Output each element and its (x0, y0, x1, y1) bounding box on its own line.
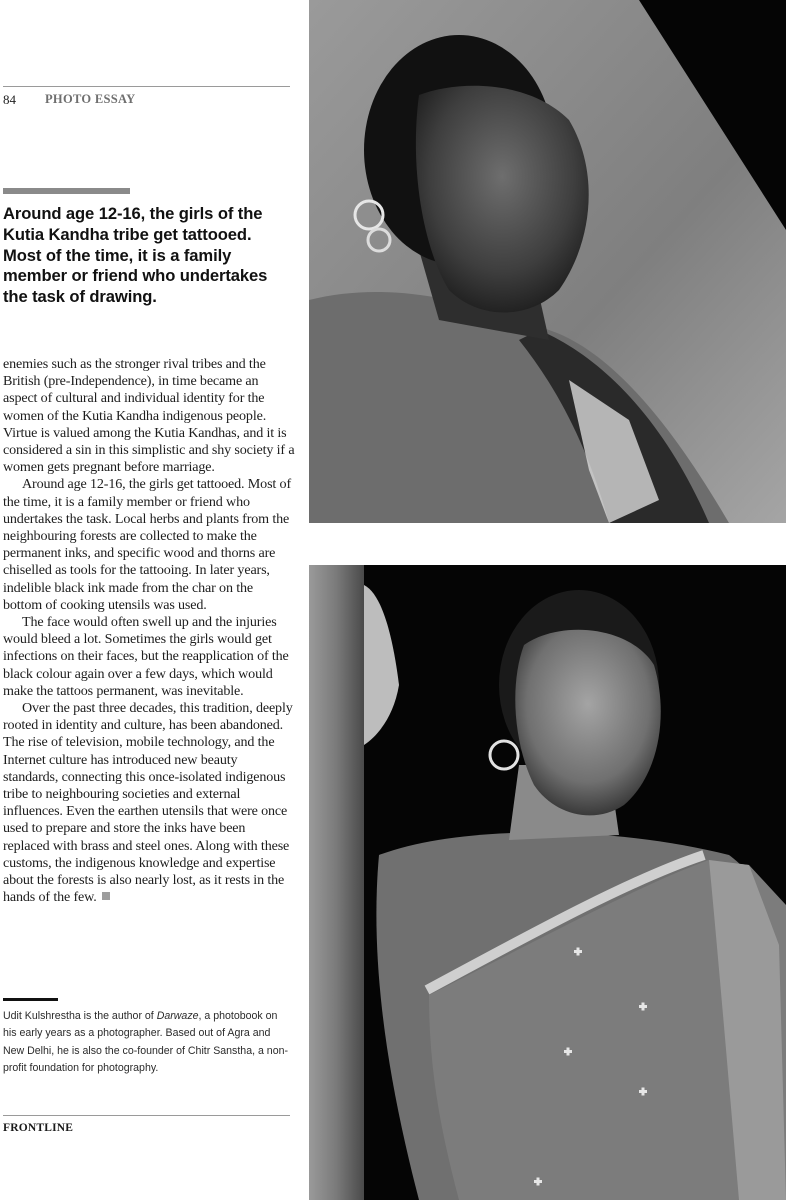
photo-portrait-2 (309, 565, 786, 1200)
photo-portrait-1 (309, 0, 786, 523)
end-of-article-icon (102, 892, 110, 900)
body-paragraph: The face would often swell up and the injuries would bleed a lot. Sometimes the girls would get infections on their faces, but the reapplication of the black colour again over a few days, which would make the tattoos permanent, was inevitable. (3, 614, 289, 699)
footer-rule (3, 1115, 290, 1116)
body-paragraph-last (3, 700, 295, 906)
author-bio: Udit Kulshrestha is the author of Darwaze, a photobook on his early years as a photographer. Based out of Agra and New Delhi, he is also the co-founder of Chitr Sanstha, a non-profit foundation for photography. (3, 1010, 289, 1075)
portrait-image-2 (309, 565, 786, 1200)
pull-quote-bar (3, 188, 130, 194)
pull-quote: Around age 12-16, the girls of the Kutia Kandha tribe get tattooed. Most of the time, it is a family member or friend who undertakes the task of drawing. (3, 204, 268, 307)
header-rule (3, 86, 290, 87)
section-label: PHOTO ESSAY (45, 92, 136, 106)
article-body (3, 356, 295, 907)
body-paragraph: Around age 12-16, the girls get tattooed. Most of the time, it is a family member or friend who undertakes the task. Local herbs and plants from the neighbouring forests are collected to make the permanent inks, and specific wood and thorns are chiselled as tools for the tattooing. In later years, indelible black ink made from the char on the bottom of cooking utensils was used. (3, 476, 291, 613)
portrait-image-1 (309, 0, 786, 523)
book-title: Darwaze (156, 1010, 199, 1022)
page-number: 84 (3, 92, 16, 107)
body-paragraph: enemies such as the stronger rival tribes and the British (pre-Independence), in time became an aspect of cultural and individual identity for the women of the Kutia Kandha indigenous people. Virtue is valued among the Kutia Kandhas, and it is considered a sin in this simplistic and shy society if a women gets pregnant before marriage. (3, 356, 295, 476)
publication-name: FRONTLINE (3, 1122, 74, 1134)
bio-rule (3, 998, 58, 1001)
body-paragraph-text: Over the past three decades, this tradition, deeply rooted in identity and culture, has been abandoned. The rise of television, mobile technology, and the Internet culture has introduced new beauty standards, connecting this once-isolated indigenous tribe to neighbouring societies and external influences. Even the earthen utensils that were once used to prepare and store the inks have been replaced with brass and steel ones. Along with these customs, the indigenous knowledge and expertise about the forests is also nearly lost, as it rests in the hands of the few. (3, 700, 293, 906)
